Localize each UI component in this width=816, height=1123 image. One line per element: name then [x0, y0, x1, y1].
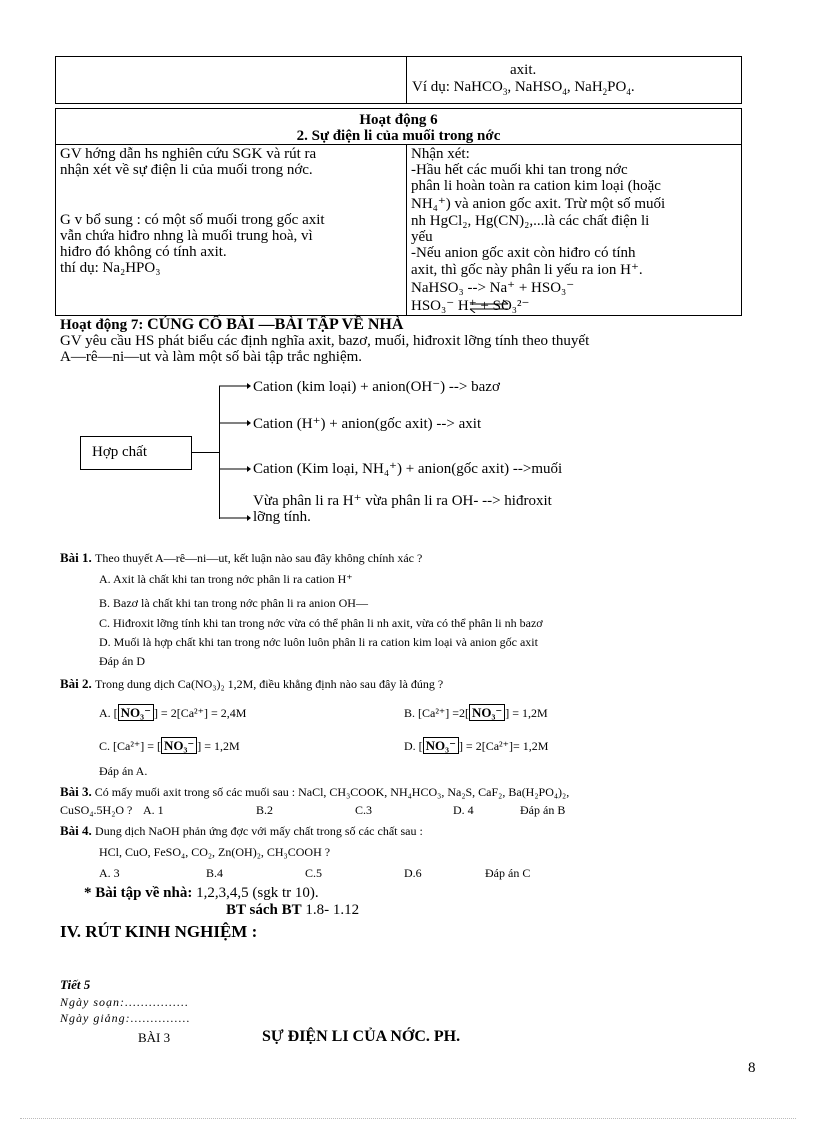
- exercise-4-answer: Đáp án C: [485, 866, 531, 880]
- no3-label: NO₃⁻: [423, 737, 459, 754]
- exercise-2-option-c: C. [Ca²⁺] = [ NO₃⁻ ] = 1,2M: [99, 738, 240, 753]
- homework-bt-line: BT sách BT 1.8- 1.12: [226, 902, 360, 918]
- footer-divider: [20, 1118, 796, 1119]
- right-line-10: HSO₃⁻ H⁺ + SO₃²⁻: [411, 298, 530, 314]
- exercise-3-opt-d: D. 4: [453, 803, 474, 817]
- exercise-4-question: Bài 4. Dung dịch NaOH phản ứng đợc với mấy chất trong số các chất sau :: [60, 823, 423, 838]
- right-line-9: NaHSO₃ --> Na⁺ + HSO₃⁻: [411, 280, 575, 296]
- compound-box-label: Hợp chất: [92, 444, 147, 460]
- exercise-2-option-b: B. [Ca²⁺] =2[ NO₃⁻ ] = 1,2M: [404, 705, 548, 720]
- activity7-line1: GV yêu cầu HS phát biểu các định nghĩa axit, bazơ, muối, hiđroxit lỡng tính theo thuyết: [60, 333, 590, 349]
- branch-salt: Cation (Kim loại, NH₄⁺) + anion(gốc axit) -->muối: [253, 461, 563, 477]
- exercise-2-question: Bài 2. Trong dung dịch Ca(NO₃)₂ 1,2M, điều khẳng định nào sau đây là đúng ?: [60, 676, 444, 691]
- right-line-4: NH₄⁺) và anion gốc axit. Trừ một số muối: [411, 196, 666, 212]
- activity7-line2: A—rê—ni—ut và làm một số bài tập trắc nghiệm.: [60, 349, 363, 365]
- exercise-3-answer: Đáp án B: [520, 803, 566, 817]
- exercise-1-answer: Đáp án D: [99, 654, 145, 668]
- row1-example: Ví dụ: NaHCO$_3$, NaHSO$_4$, $NaH_2PO_4$.: [412, 79, 635, 97]
- row1-axit: axit.: [510, 62, 537, 78]
- no3-label: NO₃⁻: [469, 704, 505, 721]
- exercise-1-question: Bài 1. Theo thuyết A—rê—ni—ut, kết luận nào sau đây không chính xác ?: [60, 550, 423, 565]
- exercise-4-opt-c: C.5: [305, 866, 323, 880]
- right-line-5: nh HgCl₂, Hg(CN)₂,...là các chất điện li: [411, 213, 650, 229]
- branch-hydroxide-1: Vừa phân li ra H⁺ vừa phân li ra OH- --> hiđroxit: [253, 493, 552, 509]
- exercise-1-option-d: D. Muối là hợp chất khi tan trong nớc luôn luôn phân li ra cation kim loại và anion gốc axit: [99, 635, 538, 649]
- left-line-1: GV hớng dẫn hs nghiên cứu SGK và rút ra: [60, 146, 317, 162]
- exercise-4-opt-b: B.4: [206, 866, 224, 880]
- branch-base: Cation (kim loại) + anion(OH⁻) --> bazơ: [253, 379, 500, 395]
- left-line-4: G v bổ sung : có một số muối trong gốc axit: [60, 212, 325, 228]
- branch-acid: Cation (H⁺) + anion(gốc axit) --> axit: [253, 416, 482, 432]
- branch-hydroxide-2: lỡng tính.: [253, 509, 311, 525]
- no3-label: NO₃⁻: [118, 704, 154, 721]
- exercise-3-line1: Bài 3. Có mấy muối axit trong số các muối sau : NaCl, CH₃COOK, NH₄HCO₃, Na₂S, CaF₂, Ba(H₂PO₄)₂,: [60, 784, 570, 799]
- right-line-2: -Hầu hết các muối khi tan trong nớc: [411, 162, 628, 178]
- lesson-tiet: Tiết 5: [60, 977, 91, 992]
- diagram-arrows: [219, 381, 251, 523]
- exercise-3-line2: CuSO₄.5H₂O ?: [60, 803, 133, 817]
- page-number: 8: [748, 1060, 756, 1076]
- exercise-2-answer: Đáp án A.: [99, 764, 148, 778]
- exercise-1-option-c: C. Hiđroxit lỡng tính khi tan trong nớc vừa có thể phân li nh axit, vừa có thể phân li nh bazơ: [99, 616, 543, 630]
- right-line-3: phân li hoàn toàn ra cation kim loại (hoặc: [411, 178, 661, 194]
- left-line-6: hiđro đó không có tính axit.: [60, 244, 227, 260]
- homework-line: * Bài tập về nhà: 1,2,3,4,5 (sgk tr 10).: [84, 885, 319, 901]
- compound-box: [80, 436, 192, 470]
- exercise-1-option-b: B. Bazơ là chất khi tan trong nớc phân li ra anion OH—: [99, 596, 368, 610]
- activity6-subtitle: 2. Sự điện li của muối trong nớc: [296, 128, 501, 144]
- left-line-2: nhận xét về sự điện li của muối trong nớc.: [60, 162, 313, 178]
- exercise-4-opt-a: A. 3: [99, 866, 120, 880]
- lesson-title: SỰ ĐIỆN LI CỦA NỚC. PH.: [262, 1028, 461, 1045]
- exercise-1-option-a: A. Axit là chất khi tan trong nớc phân li ra cation H⁺: [99, 572, 353, 586]
- no3-label: NO₃⁻: [161, 737, 197, 754]
- lesson-ngay-giang: Ngày giảng:...............: [60, 1011, 191, 1025]
- activity7-heading: Hoạt động 7: CỦNG CỐ BÀI —BÀI TẬP VỀ NHÀ: [60, 316, 404, 333]
- left-line-7: thí dụ: Na₂HPO₃: [60, 260, 161, 276]
- right-line-1: Nhận xét:: [411, 146, 470, 162]
- exercise-3-opt-a: A. 1: [143, 803, 164, 817]
- equilibrium-arrow-icon: [468, 299, 512, 313]
- left-line-5: vẫn chứa hiđro nhng là muối trung hoà, vì: [60, 228, 313, 244]
- exercise-4-list: HCl, CuO, FeSO₄, CO₂, Zn(OH)₂, CH₃COOH ?: [99, 845, 331, 859]
- exercise-2-option-d: D. [ NO₃⁻ ] = 2[Ca²⁺]= 1,2M: [404, 738, 549, 753]
- lesson-ngay-soan: Ngày soạn:................: [60, 995, 189, 1009]
- lesson-bai: BÀI 3: [138, 1030, 171, 1045]
- right-line-6: yếu: [411, 229, 433, 245]
- exercise-4-opt-d: D.6: [404, 866, 422, 880]
- exercise-2-option-a: A. [ NO₃⁻ ] = 2[Ca²⁺] = 2,4M: [99, 705, 247, 720]
- right-line-7: -Nếu anion gốc axit còn hiđro có tính: [411, 245, 636, 261]
- exercise-3-opt-b: B.2: [256, 803, 274, 817]
- right-line-8: axit, thì gốc này phân li yếu ra ion H⁺.: [411, 262, 643, 278]
- activity6-title: Hoạt động 6: [359, 112, 438, 128]
- section-rut-kinh-nghiem: IV. RÚT KINH NGHIỆM :: [60, 922, 258, 941]
- exercise-3-opt-c: C.3: [355, 803, 373, 817]
